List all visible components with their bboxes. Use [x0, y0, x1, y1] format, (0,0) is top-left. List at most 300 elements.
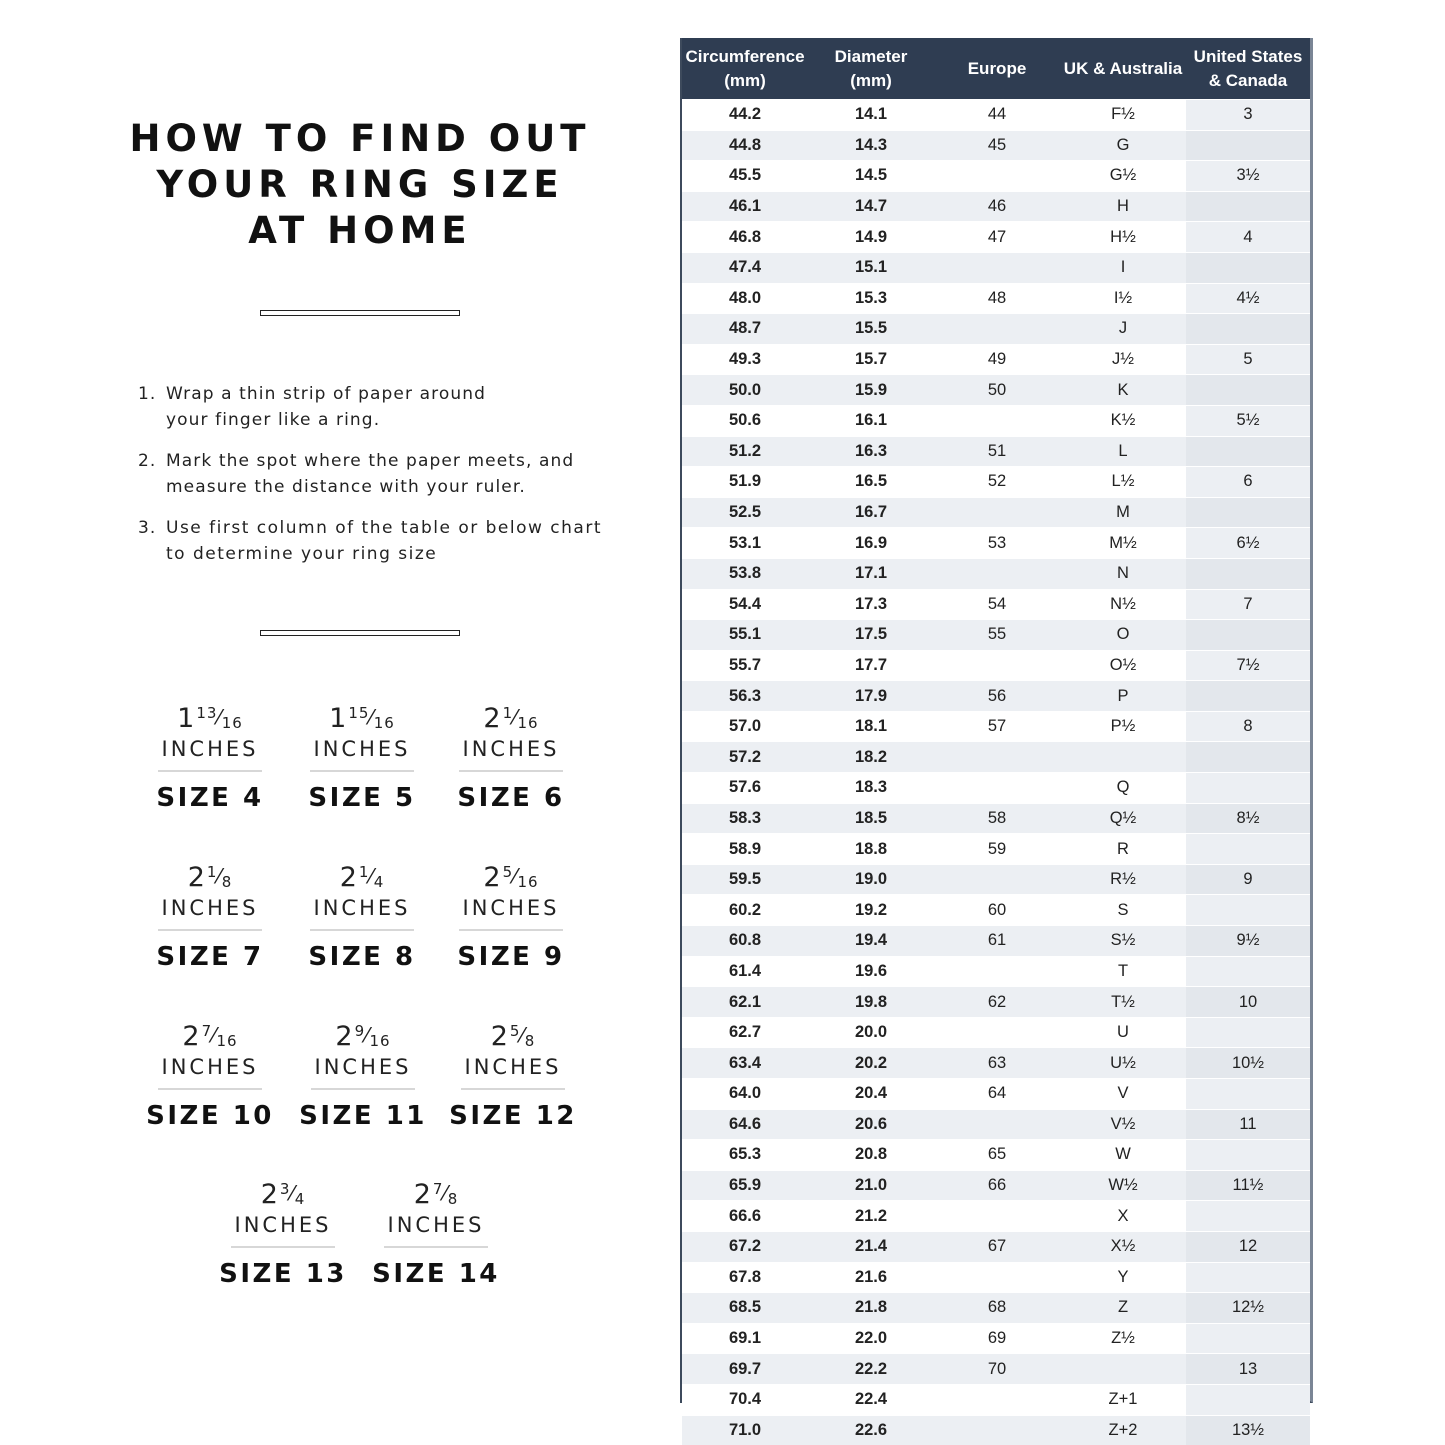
unit-label: INCHES	[462, 737, 560, 761]
cell-europe: 50	[934, 375, 1060, 406]
size-rule	[231, 1246, 335, 1248]
cell-us-canada	[1186, 834, 1310, 865]
cell-uk-australia: U½	[1060, 1048, 1186, 1079]
inch-measure	[287, 702, 437, 736]
cell-europe	[934, 864, 1060, 895]
cell-circumference: 55.1	[682, 620, 808, 651]
header-line: & Canada	[1208, 70, 1288, 90]
fraction-numerator: 9	[354, 1022, 366, 1040]
cell-uk-australia: O½	[1060, 650, 1186, 681]
cell-diameter: 18.5	[808, 803, 934, 834]
table-row	[682, 1140, 1310, 1171]
header-diameter	[808, 38, 934, 100]
table-row	[682, 344, 1310, 375]
cell-circumference: 44.2	[682, 100, 808, 131]
cell-uk-australia: G	[1060, 130, 1186, 161]
cell-diameter: 21.0	[808, 1170, 934, 1201]
cell-uk-australia: N	[1060, 558, 1186, 589]
table-row	[682, 283, 1310, 314]
size-card	[438, 1020, 588, 1132]
cell-us-canada	[1186, 314, 1310, 345]
unit-label: INCHES	[161, 1055, 259, 1079]
cell-diameter: 16.1	[808, 405, 934, 436]
fraction-slash: ⁄	[212, 1023, 217, 1047]
title-line: HOW TO FIND OUT	[129, 117, 591, 160]
inch-measure	[135, 702, 285, 736]
header-us-canada	[1186, 38, 1310, 100]
whole-number: 2	[335, 1021, 354, 1052]
cell-europe: 52	[934, 467, 1060, 498]
fraction-slash: ⁄	[217, 864, 222, 888]
cell-europe: 59	[934, 834, 1060, 865]
header-line: Circumference	[685, 46, 805, 66]
cell-europe: 51	[934, 436, 1060, 467]
step-text: Use first column of the table or below chart to determine your ring size	[166, 518, 602, 564]
cell-circumference: 70.4	[682, 1384, 808, 1415]
cell-us-canada: 11	[1186, 1109, 1310, 1140]
cell-us-canada	[1186, 191, 1310, 222]
cell-uk-australia: G½	[1060, 161, 1186, 192]
cell-circumference: 52.5	[682, 497, 808, 528]
size-label: SIZE 6	[457, 783, 565, 813]
size-rule	[158, 929, 262, 931]
unit-label: INCHES	[464, 1055, 562, 1079]
cell-diameter: 22.0	[808, 1323, 934, 1354]
cell-us-canada: 9	[1186, 864, 1310, 895]
cell-us-canada	[1186, 1384, 1310, 1415]
size-label: SIZE 13	[219, 1259, 347, 1289]
cell-diameter: 20.2	[808, 1048, 934, 1079]
size-card	[208, 1178, 358, 1290]
cell-diameter: 18.3	[808, 773, 934, 804]
cell-circumference: 46.1	[682, 191, 808, 222]
inch-measure	[135, 1020, 285, 1054]
cell-us-canada	[1186, 773, 1310, 804]
cell-circumference: 61.4	[682, 956, 808, 987]
step-text: Wrap a thin strip of paper around your finger like a ring.	[166, 384, 486, 430]
unit-label: INCHES	[314, 1055, 412, 1079]
unit-label: INCHES	[234, 1213, 332, 1237]
cell-uk-australia: T½	[1060, 987, 1186, 1018]
cell-europe	[934, 773, 1060, 804]
fraction-denominator: 4	[373, 873, 385, 891]
cell-circumference: 57.2	[682, 742, 808, 773]
cell-uk-australia: Z	[1060, 1293, 1186, 1324]
cell-uk-australia: J½	[1060, 344, 1186, 375]
instructions-panel	[0, 0, 690, 1445]
table-row	[682, 742, 1310, 773]
whole-number: 2	[260, 1179, 279, 1210]
cell-uk-australia: Q½	[1060, 803, 1186, 834]
fraction-denominator: 16	[517, 873, 539, 891]
fraction-slash: ⁄	[365, 1023, 370, 1047]
cell-us-canada: 7	[1186, 589, 1310, 620]
fraction-denominator: 4	[294, 1190, 306, 1208]
cell-diameter: 14.7	[808, 191, 934, 222]
size-label: SIZE 5	[308, 783, 416, 813]
cell-uk-australia: T	[1060, 956, 1186, 987]
table-row	[682, 1323, 1310, 1354]
cell-diameter: 17.5	[808, 620, 934, 651]
table-row	[682, 1231, 1310, 1262]
cell-uk-australia: J	[1060, 314, 1186, 345]
inch-measure	[208, 1178, 358, 1212]
table-row	[682, 1415, 1310, 1445]
cell-diameter: 19.4	[808, 926, 934, 957]
cell-circumference: 60.8	[682, 926, 808, 957]
whole-number: 1	[177, 703, 196, 734]
cell-diameter: 20.8	[808, 1140, 934, 1171]
cell-circumference: 66.6	[682, 1201, 808, 1232]
unit-label: INCHES	[462, 896, 560, 920]
table-row	[682, 191, 1310, 222]
fraction-slash: ⁄	[217, 705, 222, 729]
table-row	[682, 130, 1310, 161]
cell-uk-australia	[1060, 1354, 1186, 1385]
inch-measure	[436, 702, 586, 736]
cell-diameter: 18.2	[808, 742, 934, 773]
cell-europe	[934, 1415, 1060, 1445]
whole-number: 2	[413, 1179, 432, 1210]
cell-circumference: 46.8	[682, 222, 808, 253]
size-card	[135, 861, 285, 973]
cell-uk-australia: W	[1060, 1140, 1186, 1171]
cell-us-canada: 9½	[1186, 926, 1310, 957]
inch-measure	[361, 1178, 511, 1212]
cell-circumference: 67.2	[682, 1231, 808, 1262]
cell-europe: 63	[934, 1048, 1060, 1079]
table-row	[682, 467, 1310, 498]
size-rule	[158, 1088, 262, 1090]
cell-circumference: 65.9	[682, 1170, 808, 1201]
ring-size-table	[682, 38, 1310, 1445]
cell-europe	[934, 1384, 1060, 1415]
cell-europe: 49	[934, 344, 1060, 375]
cell-circumference: 51.9	[682, 467, 808, 498]
cell-circumference: 45.5	[682, 161, 808, 192]
cell-uk-australia: H	[1060, 191, 1186, 222]
cell-diameter: 21.6	[808, 1262, 934, 1293]
cell-diameter: 18.8	[808, 834, 934, 865]
cell-circumference: 68.5	[682, 1293, 808, 1324]
fraction-numerator: 1	[358, 863, 370, 881]
size-card	[135, 1020, 285, 1132]
fraction-numerator: 5	[502, 863, 514, 881]
cell-europe	[934, 742, 1060, 773]
fraction-numerator: 7	[432, 1180, 444, 1198]
title-line: AT HOME	[248, 209, 472, 252]
table-row	[682, 1384, 1310, 1415]
header-line: (mm)	[850, 70, 892, 90]
cell-uk-australia: I	[1060, 252, 1186, 283]
cell-us-canada: 7½	[1186, 650, 1310, 681]
cell-circumference: 47.4	[682, 252, 808, 283]
cell-europe: 64	[934, 1079, 1060, 1110]
cell-europe	[934, 497, 1060, 528]
cell-circumference: 65.3	[682, 1140, 808, 1171]
whole-number: 2	[182, 1021, 201, 1052]
cell-us-canada	[1186, 1262, 1310, 1293]
cell-circumference: 54.4	[682, 589, 808, 620]
cell-europe	[934, 956, 1060, 987]
cell-europe: 65	[934, 1140, 1060, 1171]
inch-measure	[288, 1020, 438, 1054]
cell-us-canada: 4	[1186, 222, 1310, 253]
fraction-denominator: 16	[517, 714, 539, 732]
cell-circumference: 64.0	[682, 1079, 808, 1110]
table-row	[682, 1017, 1310, 1048]
cell-circumference: 53.8	[682, 558, 808, 589]
cell-us-canada: 13½	[1186, 1415, 1310, 1445]
cell-uk-australia: S	[1060, 895, 1186, 926]
cell-uk-australia: L½	[1060, 467, 1186, 498]
cell-us-canada: 12	[1186, 1231, 1310, 1262]
header-line: Europe	[967, 58, 1027, 78]
cell-circumference: 59.5	[682, 864, 808, 895]
cell-uk-australia: M½	[1060, 528, 1186, 559]
table-row	[682, 1048, 1310, 1079]
cell-diameter: 19.6	[808, 956, 934, 987]
whole-number: 2	[483, 862, 502, 893]
table-row	[682, 650, 1310, 681]
table-row	[682, 497, 1310, 528]
cell-circumference: 58.3	[682, 803, 808, 834]
size-rule	[310, 929, 414, 931]
unit-label: INCHES	[387, 1213, 485, 1237]
cell-diameter: 21.2	[808, 1201, 934, 1232]
cell-circumference: 56.3	[682, 681, 808, 712]
size-label: SIZE 7	[156, 942, 264, 972]
table-body	[682, 100, 1310, 1445]
cell-us-canada	[1186, 497, 1310, 528]
fraction-denominator: 16	[216, 1032, 238, 1050]
table-row	[682, 864, 1310, 895]
cell-diameter: 17.7	[808, 650, 934, 681]
table-row	[682, 926, 1310, 957]
cell-us-canada: 4½	[1186, 283, 1310, 314]
cell-circumference: 53.1	[682, 528, 808, 559]
cell-us-canada	[1186, 681, 1310, 712]
size-card	[436, 702, 586, 814]
cell-uk-australia: X½	[1060, 1231, 1186, 1262]
cell-europe: 57	[934, 711, 1060, 742]
size-label: SIZE 11	[299, 1101, 427, 1131]
cell-us-canada	[1186, 436, 1310, 467]
cell-us-canada	[1186, 1323, 1310, 1354]
cell-diameter: 19.0	[808, 864, 934, 895]
table-row	[682, 558, 1310, 589]
cell-europe: 56	[934, 681, 1060, 712]
whole-number: 2	[490, 1021, 509, 1052]
cell-uk-australia: U	[1060, 1017, 1186, 1048]
cell-diameter: 15.7	[808, 344, 934, 375]
cell-us-canada: 5	[1186, 344, 1310, 375]
cell-diameter: 20.4	[808, 1079, 934, 1110]
cell-circumference: 48.7	[682, 314, 808, 345]
fraction-slash: ⁄	[513, 705, 518, 729]
cell-us-canada	[1186, 620, 1310, 651]
cell-diameter: 15.5	[808, 314, 934, 345]
fraction-slash: ⁄	[520, 1023, 525, 1047]
cell-europe: 70	[934, 1354, 1060, 1385]
cell-europe	[934, 1109, 1060, 1140]
cell-europe: 54	[934, 589, 1060, 620]
cell-us-canada	[1186, 956, 1310, 987]
fraction-numerator: 7	[201, 1022, 213, 1040]
cell-us-canada: 10	[1186, 987, 1310, 1018]
fraction-denominator: 8	[447, 1190, 459, 1208]
header-line: UK & Australia	[1063, 58, 1183, 78]
cell-uk-australia: Z+2	[1060, 1415, 1186, 1445]
cell-diameter: 18.1	[808, 711, 934, 742]
table-row	[682, 528, 1310, 559]
table-row	[682, 711, 1310, 742]
size-label: SIZE 8	[308, 942, 416, 972]
cell-diameter: 20.0	[808, 1017, 934, 1048]
table-row	[682, 405, 1310, 436]
whole-number: 1	[329, 703, 348, 734]
whole-number: 2	[483, 703, 502, 734]
table-row	[682, 252, 1310, 283]
cell-diameter: 14.9	[808, 222, 934, 253]
cell-uk-australia: P	[1060, 681, 1186, 712]
cell-circumference: 58.9	[682, 834, 808, 865]
cell-circumference: 71.0	[682, 1415, 808, 1445]
cell-europe: 69	[934, 1323, 1060, 1354]
fraction-denominator: 8	[221, 873, 233, 891]
cell-us-canada: 3	[1186, 100, 1310, 131]
table-row	[682, 987, 1310, 1018]
cell-uk-australia: R	[1060, 834, 1186, 865]
fraction-denominator: 8	[524, 1032, 536, 1050]
fraction-slash: ⁄	[369, 705, 374, 729]
cell-diameter: 19.8	[808, 987, 934, 1018]
size-rule	[310, 770, 414, 772]
header-line: (mm)	[724, 70, 766, 90]
fraction-numerator: 15	[348, 704, 370, 722]
table-row	[682, 681, 1310, 712]
cell-us-canada	[1186, 558, 1310, 589]
cell-uk-australia: S½	[1060, 926, 1186, 957]
size-label: SIZE 10	[146, 1101, 274, 1131]
cell-circumference: 62.1	[682, 987, 808, 1018]
table-header-row	[682, 38, 1310, 100]
cell-europe	[934, 161, 1060, 192]
fraction-slash: ⁄	[290, 1181, 295, 1205]
cell-uk-australia: R½	[1060, 864, 1186, 895]
cell-us-canada: 6½	[1186, 528, 1310, 559]
cell-europe: 67	[934, 1231, 1060, 1262]
step-number: 1.	[138, 384, 157, 404]
fraction-slash: ⁄	[443, 1181, 448, 1205]
cell-europe	[934, 314, 1060, 345]
cell-circumference: 67.8	[682, 1262, 808, 1293]
cell-us-canada	[1186, 1140, 1310, 1171]
cell-us-canada: 12½	[1186, 1293, 1310, 1324]
size-rule	[384, 1246, 488, 1248]
cell-uk-australia: K½	[1060, 405, 1186, 436]
size-card	[287, 702, 437, 814]
cell-uk-australia: V½	[1060, 1109, 1186, 1140]
unit-label: INCHES	[161, 737, 259, 761]
fraction-denominator: 16	[221, 714, 243, 732]
cell-europe: 47	[934, 222, 1060, 253]
cell-circumference: 63.4	[682, 1048, 808, 1079]
cell-us-canada: 8	[1186, 711, 1310, 742]
header-line: Diameter	[834, 46, 908, 66]
size-card	[288, 1020, 438, 1132]
inch-measure	[438, 1020, 588, 1054]
table-row	[682, 1170, 1310, 1201]
header-uk-australia	[1060, 38, 1186, 100]
cell-us-canada: 3½	[1186, 161, 1310, 192]
cell-europe	[934, 1262, 1060, 1293]
table-row	[682, 161, 1310, 192]
inch-measure	[287, 861, 437, 895]
cell-europe: 62	[934, 987, 1060, 1018]
fraction-numerator: 1	[502, 704, 514, 722]
cell-circumference: 49.3	[682, 344, 808, 375]
size-label: SIZE 14	[372, 1259, 500, 1289]
cell-diameter: 15.3	[808, 283, 934, 314]
whole-number: 2	[339, 862, 358, 893]
cell-diameter: 17.3	[808, 589, 934, 620]
cell-diameter: 21.8	[808, 1293, 934, 1324]
size-card	[436, 861, 586, 973]
cell-diameter: 20.6	[808, 1109, 934, 1140]
fraction-numerator: 5	[509, 1022, 521, 1040]
cell-us-canada: 6	[1186, 467, 1310, 498]
step-number: 2.	[138, 451, 157, 471]
cell-europe: 48	[934, 283, 1060, 314]
table-row	[682, 834, 1310, 865]
cell-us-canada	[1186, 1079, 1310, 1110]
ring-size-table-container	[680, 38, 1313, 1439]
table-row	[682, 803, 1310, 834]
size-card	[287, 861, 437, 973]
cell-diameter: 21.4	[808, 1231, 934, 1262]
cell-europe: 55	[934, 620, 1060, 651]
table-row	[682, 956, 1310, 987]
cell-diameter: 17.9	[808, 681, 934, 712]
cell-circumference: 55.7	[682, 650, 808, 681]
table-header	[682, 38, 1310, 100]
cell-europe: 58	[934, 803, 1060, 834]
cell-diameter: 19.2	[808, 895, 934, 926]
cell-uk-australia: Z½	[1060, 1323, 1186, 1354]
step-number: 3.	[138, 518, 157, 538]
cell-uk-australia: H½	[1060, 222, 1186, 253]
cell-diameter: 16.7	[808, 497, 934, 528]
fraction-denominator: 16	[369, 1032, 391, 1050]
cell-diameter: 14.5	[808, 161, 934, 192]
cell-uk-australia: L	[1060, 436, 1186, 467]
size-label: SIZE 9	[457, 942, 565, 972]
cell-us-canada: 8½	[1186, 803, 1310, 834]
cell-uk-australia: Y	[1060, 1262, 1186, 1293]
cell-circumference: 51.2	[682, 436, 808, 467]
cell-europe: 45	[934, 130, 1060, 161]
cell-uk-australia: Z+1	[1060, 1384, 1186, 1415]
cell-diameter: 14.3	[808, 130, 934, 161]
size-guide	[0, 0, 690, 1445]
header-line: United States	[1193, 46, 1303, 66]
fraction-denominator: 16	[373, 714, 395, 732]
cell-europe	[934, 650, 1060, 681]
size-label: SIZE 4	[156, 783, 264, 813]
cell-europe: 68	[934, 1293, 1060, 1324]
cell-europe	[934, 558, 1060, 589]
